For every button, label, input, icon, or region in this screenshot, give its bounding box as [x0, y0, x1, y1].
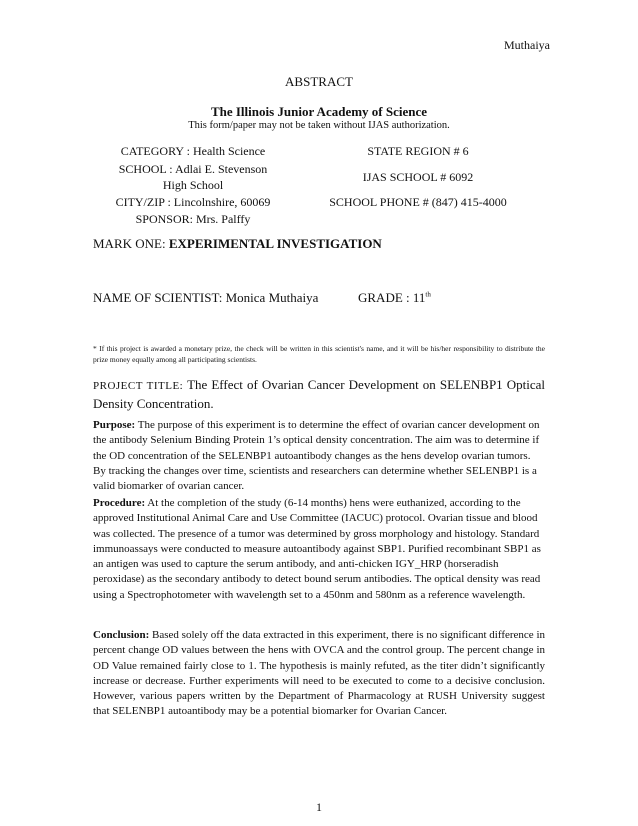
page-number: 1 [316, 800, 322, 814]
category-field: CATEGORY : Health Science [120, 144, 266, 158]
header-author: Muthaiya [504, 38, 550, 52]
prize-disclaimer: * If this project is awarded a monetary prize, the check will be written in this scientist's name, and it will be his/her responsibility to distribute the prize money equally among all participating scientists. [93, 344, 545, 364]
scientist-name: NAME OF SCIENTIST: Monica Muthaiya [93, 290, 319, 305]
conclusion-text: Based solely off the data extracted in this experiment, there is no significant difference in percent change OD values between the hens with OVCA and the control group. The percent change in OD Value remained fairly close to 1. The hypothesis is mainly refuted, as the titer didn’t significantly increase or decrease. Further experiments will need to be executed to come to a decisive conclusion. However, various papers written by the Department of Pharmacology at RUSH University suggest that SELENBP1 autoantibody may be a potential biomarker for Ovarian Cancer. [93, 629, 546, 718]
ijas-school-field: IJAS SCHOOL # 6092 [362, 170, 474, 184]
grade-suffix: th [425, 290, 431, 299]
purpose-text: The purpose of this experiment is to determine the effect of ovarian cancer development on the antibody Selenium Binding Protein 1’s optical density concentration. The aim was to determine if the OD concentration of the SELENBP1 autoantibody changes as the hens develop ovarian tumors. By tracking the changes over time, scientists and researchers can determine whether SELENBP1 is a valid biomarker of ovarian cancer. [93, 419, 540, 493]
city-zip-field: CITY/ZIP : Lincolnshire, 60069 [115, 195, 271, 209]
purpose-label: Purpose: [93, 419, 136, 431]
conclusion-label: Conclusion: [93, 629, 150, 641]
mark-one-label: MARK ONE: [93, 236, 169, 251]
project-title: The Effect of Ovarian Cancer Development on SELENBP1 Optical Density Concentration. [93, 377, 546, 411]
state-region-field: STATE REGION # 6 [367, 144, 469, 158]
procedure-text: At the completion of the study (6-14 months) hens were euthanized, according to the approved Institutional Animal Care and Use Committee (IACUC) protocol. Ovarian tissue and blood was collected. The presence of a tumor was determined by gross morphology and histology. Standard immunoassays were conducted to measure autoantibody against SBP1. Purified recombinant SBP1 as an antigen was used to capture the serum antibody, and anti-chicken IGY_HRP (horseradish peroxidase) as the secondary antibody to detect bound serum antibodies. The optical density was read using a Spectrophotometer with wavelength set to a 450nm and 580nm as a reference wavelength. [93, 497, 541, 601]
academy-title: The Illinois Junior Academy of Science [210, 104, 428, 119]
procedure-label: Procedure: [93, 497, 146, 509]
mark-one-value: EXPERIMENTAL INVESTIGATION [168, 236, 382, 251]
school-phone-field: SCHOOL PHONE # (847) 415-4000 [329, 195, 507, 209]
grade-field [358, 290, 431, 306]
school-field-line2: High School [162, 178, 224, 192]
sponsor-field: SPONSOR: Mrs. Palffy [135, 212, 251, 226]
abstract-heading: ABSTRACT [285, 74, 353, 89]
grade-label: GRADE : 11 [358, 290, 426, 305]
project-title-label: PROJECT TITLE: [93, 380, 184, 392]
school-field-line1: SCHOOL : Adlai E. Stevenson [118, 162, 268, 176]
mark-one-line [93, 236, 382, 252]
authorization-note: This form/paper may not be taken without IJAS authorization. [188, 120, 450, 131]
purpose-section [93, 418, 545, 494]
conclusion-section [93, 628, 545, 720]
project-title-block [93, 376, 545, 412]
procedure-section [93, 496, 545, 603]
